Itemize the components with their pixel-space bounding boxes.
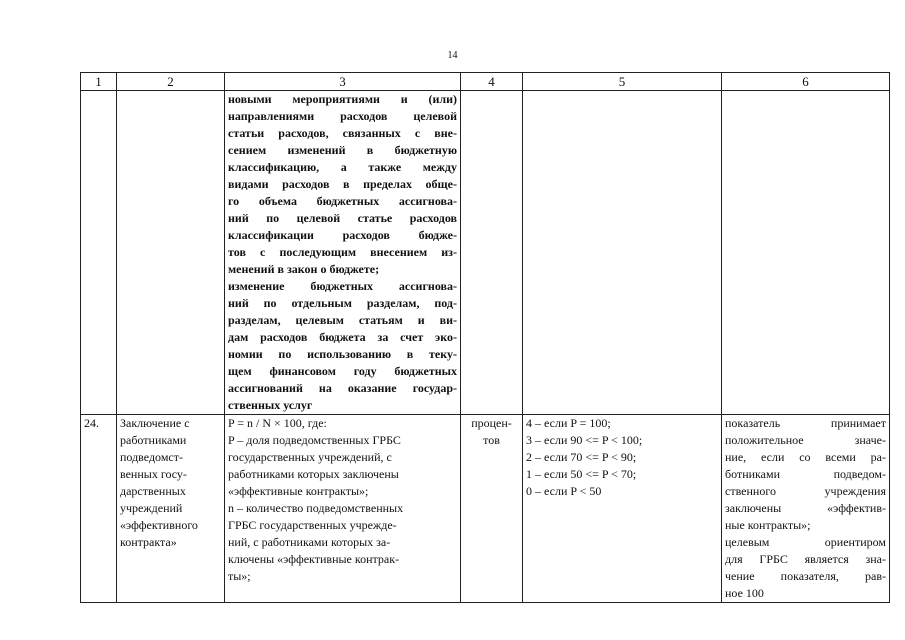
text-line: классификации расходов бюдже- <box>228 228 457 242</box>
text-line: работниками <box>120 433 187 447</box>
text-line: ний по целевой статье расходов <box>228 211 457 225</box>
text-line: номии по использованию в теку- <box>228 347 457 361</box>
text-line: ключены «эффективные контрак- <box>228 552 400 566</box>
header-col-6: 6 <box>722 73 890 91</box>
text-line: ты»; <box>228 569 251 583</box>
text-line: работниками которых заключены <box>228 467 399 481</box>
text-line: ное 100 <box>725 586 764 600</box>
text-line: 1 – если 50 <= P < 70; <box>526 467 637 481</box>
text-line: классификацию, а также между <box>228 160 457 174</box>
cell-row24-comment <box>722 415 890 603</box>
text-line: целевым ориентиром <box>725 535 886 549</box>
text-line: заключены «эффектив- <box>725 501 886 515</box>
text-line: «эффективные контракты»; <box>228 484 369 498</box>
text-line: ний по отдельным разделам, под- <box>228 296 457 310</box>
cell-row24-number: 24. <box>81 415 117 603</box>
text-line: ные контракты»; <box>725 518 811 532</box>
text-line: изменение бюджетных ассигнова- <box>228 279 457 293</box>
text-line: ний, с работниками которых за- <box>228 535 391 549</box>
text-line: дам расходов бюджета за счет эко- <box>228 330 457 344</box>
cell-continued-col1 <box>81 91 117 415</box>
indicator-table <box>80 72 890 603</box>
text-line: ственного учреждения <box>725 484 886 498</box>
text-line: 3 – если 90 <= P < 100; <box>526 433 643 447</box>
text-line: чение показателя, рав- <box>725 569 886 583</box>
text-line: щем финансовом году бюджетных <box>228 364 457 378</box>
cell-row24-unit <box>461 415 523 603</box>
cell-row24-formula <box>225 415 461 603</box>
text-line: видами расходов в пределах обще- <box>228 177 457 191</box>
text-line: для ГРБС является зна- <box>725 552 886 566</box>
text-line: ассигнований на оказание государ- <box>228 381 457 395</box>
text-line: венных госу- <box>120 467 187 481</box>
header-col-5: 5 <box>523 73 722 91</box>
text-line: тов с последующим внесением из- <box>228 245 457 259</box>
text-line: ственных услуг <box>228 398 313 412</box>
text-line: положительное значе- <box>725 433 886 447</box>
header-col-2: 2 <box>117 73 225 91</box>
text-line: P = n / N × 100, где: <box>228 416 327 430</box>
header-col-4: 4 <box>461 73 523 91</box>
text-line: «эффективного <box>120 518 198 532</box>
text-line: ние, если со всеми ра- <box>725 450 886 464</box>
text-line: 2 – если 70 <= P < 90; <box>526 450 637 464</box>
text-line: Заключение с <box>120 416 190 430</box>
text-line: контракта» <box>120 535 177 549</box>
text-line: разделам, целевым статьям и ви- <box>228 313 457 327</box>
text-line: новыми мероприятиями и (или) <box>228 92 457 106</box>
text-line: учреждений <box>120 501 183 515</box>
text-line: статьи расходов, связанных с вне- <box>228 126 457 140</box>
cell-row24-indicator <box>117 415 225 603</box>
text-line: 0 – если P < 50 <box>526 484 602 498</box>
text-line: P – доля подведомственных ГРБС <box>228 433 401 447</box>
text-line: ГРБС государственных учрежде- <box>228 518 397 532</box>
text-line: n – количество подведомственных <box>228 501 404 515</box>
text-line: процен- <box>471 416 512 430</box>
text-line: менений в закон о бюджете; <box>228 262 380 276</box>
cell-continued-col3 <box>225 91 461 415</box>
header-col-3: 3 <box>225 73 461 91</box>
text-line: 4 – если P = 100; <box>526 416 611 430</box>
text-line: тов <box>483 433 500 447</box>
text-line: дарственных <box>120 484 186 498</box>
page-number: 14 <box>447 50 458 61</box>
cell-continued-col4 <box>461 91 523 415</box>
text-line: сением изменений в бюджетную <box>228 143 457 157</box>
table-row-continued <box>81 91 890 415</box>
text-line: направлениями расходов целевой <box>228 109 457 123</box>
text-line: ботниками подведом- <box>725 467 886 481</box>
cell-continued-col2 <box>117 91 225 415</box>
header-col-1: 1 <box>81 73 117 91</box>
text-line: го объема бюджетных ассигнова- <box>228 194 457 208</box>
text-line: подведомст- <box>120 450 183 464</box>
table-header-row <box>81 73 890 91</box>
cell-continued-col6 <box>722 91 890 415</box>
text-line: показатель принимает <box>725 416 886 430</box>
cell-row24-scoring <box>523 415 722 603</box>
cell-continued-col5 <box>523 91 722 415</box>
text-line: государственных учреждений, с <box>228 450 392 464</box>
table-row-24 <box>81 415 890 603</box>
